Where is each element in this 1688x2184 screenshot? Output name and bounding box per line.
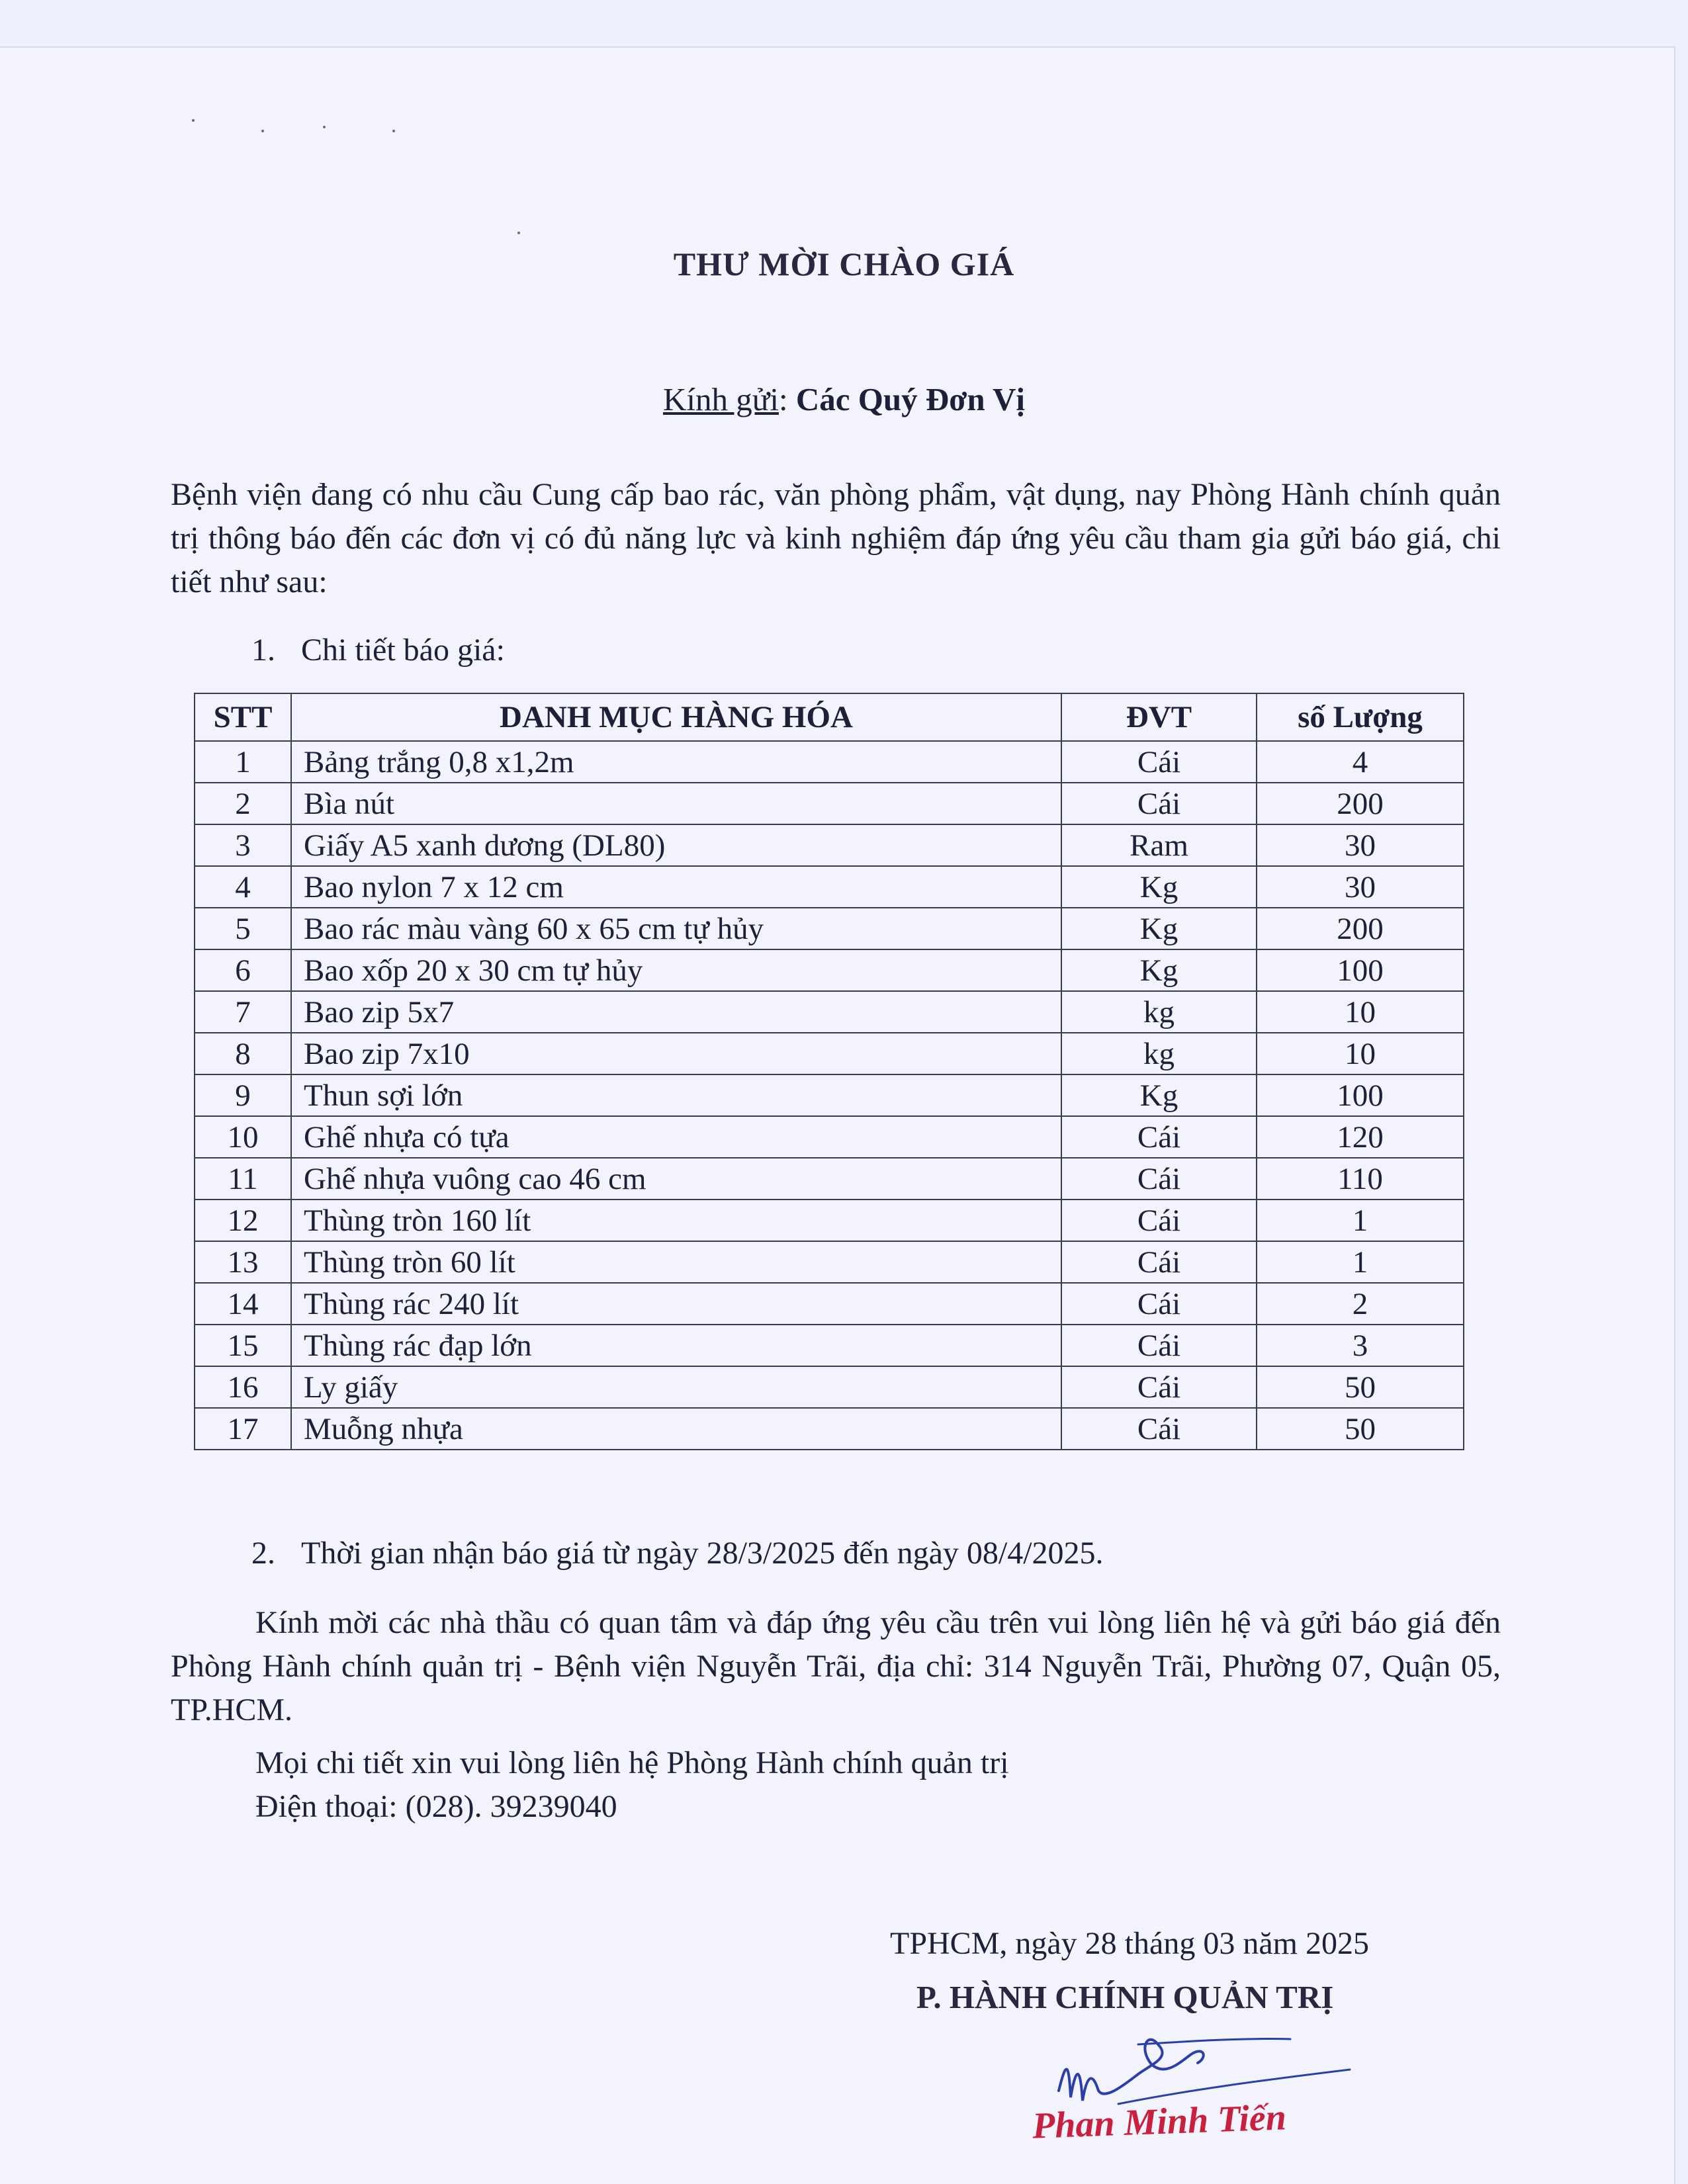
cell-unit: Cái xyxy=(1061,1158,1257,1200)
table-row xyxy=(195,824,1464,866)
cell-qty: 10 xyxy=(1257,1033,1464,1074)
table-header-row xyxy=(195,693,1464,741)
date-line: TPHCM, ngày 28 tháng 03 năm 2025 xyxy=(890,1926,1369,1961)
table-row xyxy=(195,1241,1464,1283)
cell-stt: 10 xyxy=(195,1116,291,1158)
cell-unit: Cái xyxy=(1061,1200,1257,1241)
table-row xyxy=(195,1074,1464,1116)
cell-unit: Cái xyxy=(1061,1408,1257,1450)
cell-qty: 1 xyxy=(1257,1241,1464,1283)
header-stt: STT xyxy=(195,693,291,741)
scan-speck xyxy=(323,126,326,128)
section-1-heading xyxy=(251,632,505,668)
cell-qty: 100 xyxy=(1257,1074,1464,1116)
table-row xyxy=(195,1116,1464,1158)
table-row xyxy=(195,783,1464,824)
cell-item: Ly giấy xyxy=(291,1366,1061,1408)
cell-stt: 16 xyxy=(195,1366,291,1408)
contact-phone: Điện thoại: (028). 39239040 xyxy=(255,1789,617,1824)
cell-stt: 4 xyxy=(195,866,291,908)
page-title: THƯ MỜI CHÀO GIÁ xyxy=(673,245,1015,283)
cell-item: Muỗng nhựa xyxy=(291,1408,1061,1450)
table-row xyxy=(195,1325,1464,1366)
header-unit: ĐVT xyxy=(1061,693,1257,741)
cell-item: Giấy A5 xanh dương (DL80) xyxy=(291,824,1061,866)
cell-item: Thun sợi lớn xyxy=(291,1074,1061,1116)
cell-stt: 13 xyxy=(195,1241,291,1283)
table-row xyxy=(195,866,1464,908)
table-row xyxy=(195,1408,1464,1450)
cell-stt: 15 xyxy=(195,1325,291,1366)
cell-item: Ghế nhựa có tựa xyxy=(291,1116,1061,1158)
section-2-text: Thời gian nhận báo giá từ ngày 28/3/2025 đến ngày 08/4/2025. xyxy=(301,1536,1104,1571)
contact-line: Mọi chi tiết xin vui lòng liên hệ Phòng Hành chính quản trị xyxy=(255,1745,1009,1780)
recipient-name: Các Quý Đơn Vị xyxy=(795,381,1025,417)
cell-qty: 30 xyxy=(1257,866,1464,908)
contact-block xyxy=(255,1741,1009,1829)
scan-speck xyxy=(517,232,520,234)
cell-item: Bìa nút xyxy=(291,783,1061,824)
cell-qty: 1 xyxy=(1257,1200,1464,1241)
cell-stt: 1 xyxy=(195,741,291,783)
cell-item: Bao zip 7x10 xyxy=(291,1033,1061,1074)
table-row xyxy=(195,949,1464,991)
cell-item: Thùng tròn 60 lít xyxy=(291,1241,1061,1283)
cell-unit: Kg xyxy=(1061,866,1257,908)
section-1-text: Chi tiết báo giá: xyxy=(301,633,505,668)
cell-item: Bao xốp 20 x 30 cm tự hủy xyxy=(291,949,1061,991)
table-row xyxy=(195,908,1464,949)
cell-qty: 200 xyxy=(1257,783,1464,824)
cell-qty: 10 xyxy=(1257,991,1464,1033)
cell-qty: 30 xyxy=(1257,824,1464,866)
cell-stt: 9 xyxy=(195,1074,291,1116)
cell-unit: Cái xyxy=(1061,1241,1257,1283)
invitation-paragraph: Kính mời các nhà thầu có quan tâm và đáp ứng yêu cầu trên vui lòng liên hệ và gửi báo giá đến Phòng Hành chính quản trị - Bệnh viện Nguyễn Trãi, địa chỉ: 314 Nguyễn Trãi, Phường 07, Quận 05, TP.HCM. xyxy=(171,1605,1501,1727)
department-name: P. HÀNH CHÍNH QUẢN TRỊ xyxy=(916,1979,1334,2015)
cell-stt: 8 xyxy=(195,1033,291,1074)
cell-qty: 100 xyxy=(1257,949,1464,991)
cell-item: Thùng rác 240 lít xyxy=(291,1283,1061,1325)
cell-item: Thùng rác đạp lớn xyxy=(291,1325,1061,1366)
cell-qty: 4 xyxy=(1257,741,1464,783)
recipient-label: Kính gửi xyxy=(663,381,779,417)
quote-table xyxy=(194,693,1464,1450)
section-2-number: 2. xyxy=(251,1536,275,1571)
table-row xyxy=(195,991,1464,1033)
cell-unit: Kg xyxy=(1061,1074,1257,1116)
cell-unit: Ram xyxy=(1061,824,1257,866)
cell-item: Thùng tròn 160 lít xyxy=(291,1200,1061,1241)
section-2-line xyxy=(251,1535,1104,1571)
cell-qty: 110 xyxy=(1257,1158,1464,1200)
header-qty: số Lượng xyxy=(1257,693,1464,741)
section-1-number: 1. xyxy=(251,633,275,668)
recipient-line xyxy=(0,380,1688,418)
cell-stt: 14 xyxy=(195,1283,291,1325)
cell-unit: Cái xyxy=(1061,783,1257,824)
cell-unit: Cái xyxy=(1061,1283,1257,1325)
cell-stt: 12 xyxy=(195,1200,291,1241)
scan-speck xyxy=(261,130,264,132)
cell-unit: Cái xyxy=(1061,1325,1257,1366)
cell-unit: Kg xyxy=(1061,949,1257,991)
cell-qty: 50 xyxy=(1257,1408,1464,1450)
table-row xyxy=(195,741,1464,783)
cell-stt: 2 xyxy=(195,783,291,824)
cell-stt: 5 xyxy=(195,908,291,949)
scan-speck xyxy=(192,119,195,122)
cell-stt: 11 xyxy=(195,1158,291,1200)
cell-unit: Cái xyxy=(1061,1366,1257,1408)
header-item: DANH MỤC HÀNG HÓA xyxy=(291,693,1061,741)
cell-item: Ghế nhựa vuông cao 46 cm xyxy=(291,1158,1061,1200)
cell-qty: 2 xyxy=(1257,1283,1464,1325)
signer-name: Phan Minh Tiến xyxy=(1032,2097,1287,2147)
table-row xyxy=(195,1158,1464,1200)
cell-stt: 6 xyxy=(195,949,291,991)
cell-qty: 200 xyxy=(1257,908,1464,949)
cell-item: Bao zip 5x7 xyxy=(291,991,1061,1033)
cell-unit: Cái xyxy=(1061,1116,1257,1158)
table-row xyxy=(195,1366,1464,1408)
table-row xyxy=(195,1033,1464,1074)
scan-speck xyxy=(392,130,395,132)
recipient-separator: : xyxy=(778,381,796,417)
cell-item: Bao rác màu vàng 60 x 65 cm tự hủy xyxy=(291,908,1061,949)
cell-unit: kg xyxy=(1061,991,1257,1033)
cell-stt: 3 xyxy=(195,824,291,866)
intro-paragraph: Bệnh viện đang có nhu cầu Cung cấp bao rác, văn phòng phẩm, vật dụng, nay Phòng Hành chính quản trị thông báo đến các đơn vị có đủ năng lực và kinh nghiệm đáp ứng yêu cầu tham gia gửi báo giá, chi tiết như sau: xyxy=(171,477,1501,599)
cell-item: Bảng trắng 0,8 x1,2m xyxy=(291,741,1061,783)
cell-item: Bao nylon 7 x 12 cm xyxy=(291,866,1061,908)
cell-unit: Cái xyxy=(1061,741,1257,783)
table-row xyxy=(195,1200,1464,1241)
cell-unit: kg xyxy=(1061,1033,1257,1074)
cell-qty: 120 xyxy=(1257,1116,1464,1158)
table-body xyxy=(195,741,1464,1450)
table-row xyxy=(195,1283,1464,1325)
cell-stt: 7 xyxy=(195,991,291,1033)
cell-qty: 3 xyxy=(1257,1325,1464,1366)
cell-qty: 50 xyxy=(1257,1366,1464,1408)
cell-unit: Kg xyxy=(1061,908,1257,949)
cell-stt: 17 xyxy=(195,1408,291,1450)
